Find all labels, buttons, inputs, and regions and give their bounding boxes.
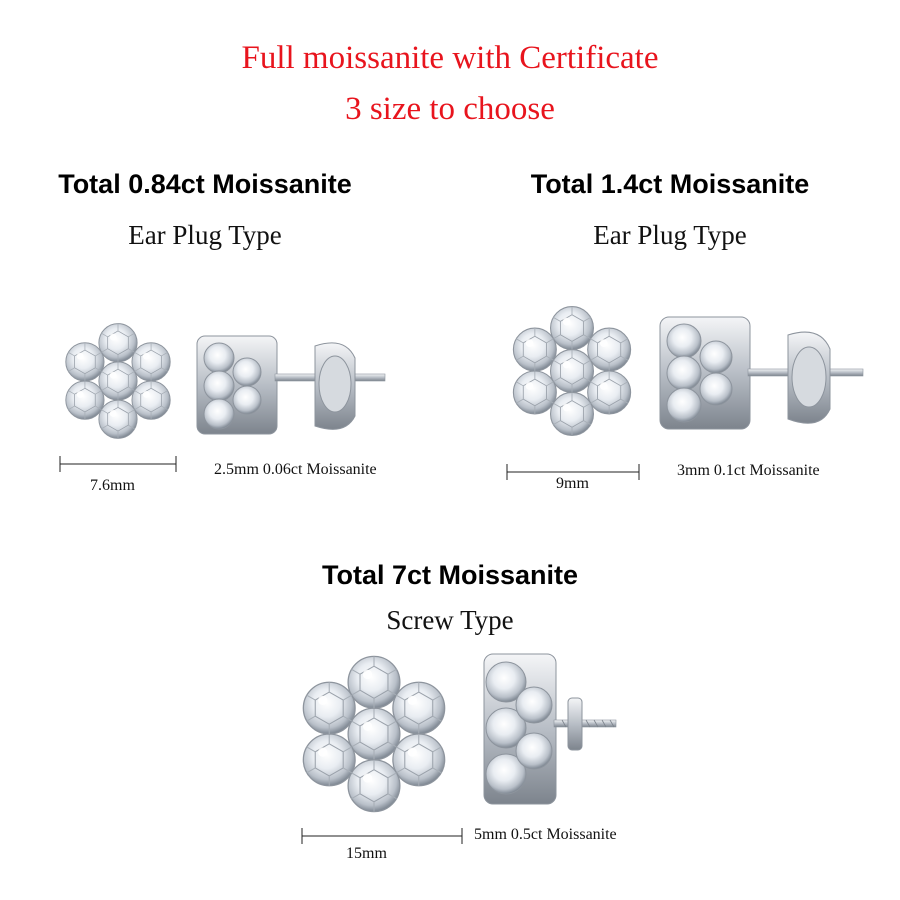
stone-size-label: 5mm 0.5ct Moissanite	[474, 826, 617, 843]
product-type: Ear Plug Type	[128, 220, 282, 250]
product-title: Total 0.84ct Moissanite	[58, 169, 352, 199]
product-title: Total 1.4ct Moissanite	[530, 169, 810, 199]
earring-side-push-back-icon	[658, 305, 868, 445]
width-measure-line	[58, 454, 178, 474]
flower-earring-front-icon	[286, 646, 462, 822]
headline-certificate: Full moissanite with Certificate	[241, 40, 659, 76]
width-label: 15mm	[346, 845, 387, 862]
flower-earring-front-icon	[53, 316, 183, 446]
width-label: 9mm	[556, 475, 589, 492]
earring-side-screw-back-icon	[482, 648, 652, 818]
width-measure-line	[300, 826, 464, 846]
stone-size-label: 2.5mm 0.06ct Moissanite	[214, 461, 377, 478]
earring-side-push-back-icon	[195, 318, 395, 448]
headline-sizes: 3 size to choose	[345, 91, 555, 127]
product-type: Screw Type	[386, 605, 514, 635]
width-label: 7.6mm	[90, 477, 135, 494]
product-title: Total 7ct Moissanite	[321, 560, 579, 590]
product-type: Ear Plug Type	[593, 220, 747, 250]
flower-earring-front-icon	[499, 298, 645, 444]
stone-size-label: 3mm 0.1ct Moissanite	[677, 462, 820, 479]
